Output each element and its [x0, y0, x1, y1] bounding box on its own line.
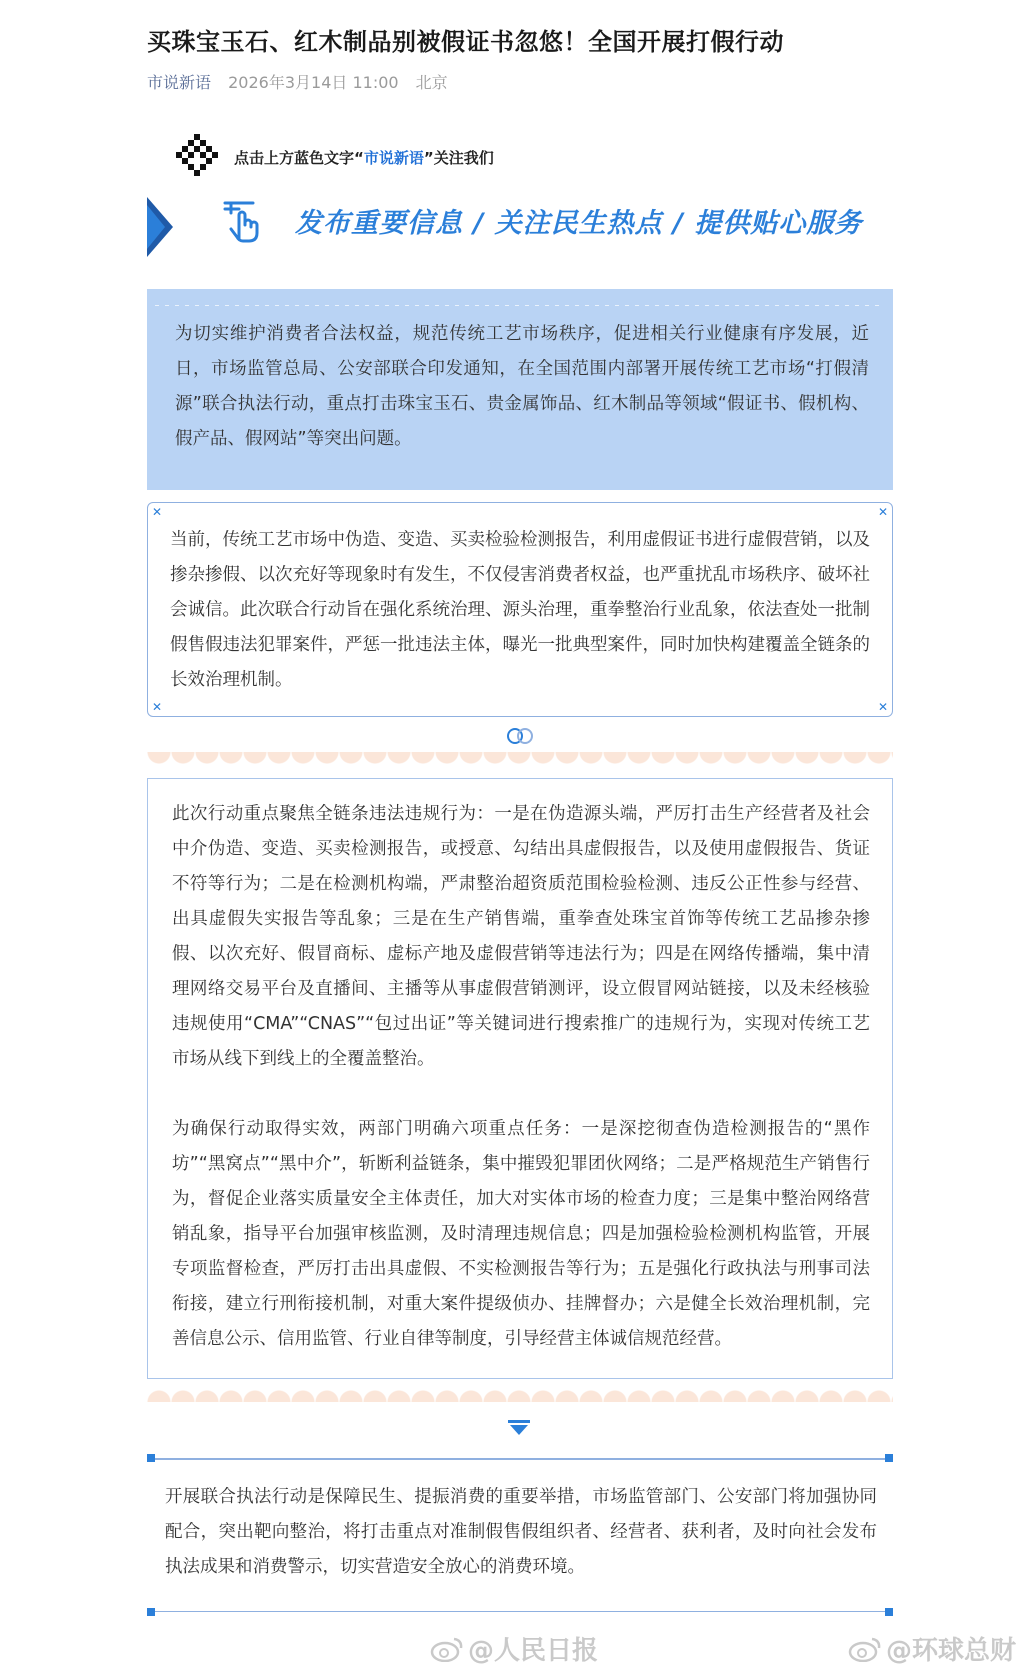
- paragraph-intro: 为切实维护消费者合法权益，规范传统工艺市场秩序，促进相关行业健康有序发展，近日，市场监管总局、公安部联合印发通知，在全国范围内部署开展传统工艺市场“打假清源”联合执法行动，重点打击珠宝玉石、贵金属饰品、红木制品等领域“假证书、假机构、假产品、假网站”等突出问题。: [175, 324, 869, 449]
- corner-square-icon: [885, 1454, 893, 1462]
- article-meta: [147, 70, 460, 93]
- corner-square-icon: [885, 1608, 893, 1616]
- weibo-icon: [430, 1636, 464, 1662]
- intro-highlight-box: [147, 289, 893, 490]
- weibo-icon: [848, 1636, 882, 1662]
- follow-text: 点击上方蓝色文字“市说新语”关注我们: [234, 148, 494, 167]
- paragraph-tasks: 为确保行动取得实效，两部门明确六项重点任务：一是深挖彻查伪造检测报告的“黑作坊”“黑窝点”“黑中介”，斩断利益链条，集中摧毁犯罪团伙网络；二是严格规范生产销售行为，督促企业落实质量安全主体责任，加大对实体市场的检查力度；三是集中整治网络营销乱象，指导平台加强审核监测，及时清理违规信息；四是加强检验检测机构监管，开展专项监督检查，严厉打击出具虚假、不实检测报告等行为；五是强化行政执法与刑事司法衔接，建立行刑衔接机制，对重大案件提级侦办、挂牌督办；六是健全长效治理机制，完善信息公示、信用监管、行业自律等制度，引导经营主体诚信规范经营。: [172, 1119, 870, 1349]
- paragraph-focus: 此次行动重点聚焦全链条违法违规行为：一是在伪造源头端，严厉打击生产经营者及社会中介伪造、变造、买卖检测报告，或授意、勾结出具虚假报告，以及使用虚假报告、货证不符等行为；二是在检测机构端，严肃整治超资质范围检验检测、违反公正性参与经营、出具虚假失实报告等乱象；三是在生产销售端，重拳查处珠宝首饰等传统工艺品掺杂掺假、以次充好、假冒商标、虚标产地及虚假营销等违法行为；四是在网络传播端，集中清理网络交易平台及直播间、主播等从事虚假营销测评，设立假冒网站链接，以及未经核验违规使用“CMA”“CNAS”“包过出证”等关键词进行搜索推广的违规行为，实现对传统工艺市场从线下到线上的全覆盖整治。: [172, 804, 870, 1069]
- article-title: 买珠宝玉石、红木制品别被假证书忽悠！全国开展打假行动: [147, 28, 784, 56]
- corner-square-icon: [147, 1454, 155, 1462]
- publish-location: 北京: [415, 73, 448, 92]
- hand-pointer-icon: [221, 199, 261, 243]
- banner-arrow-icon: [147, 197, 175, 257]
- banner: [147, 185, 887, 253]
- background-box: [147, 502, 893, 717]
- corner-x-icon: ✕: [878, 505, 889, 519]
- main-content-box: [147, 778, 893, 1379]
- account-link[interactable]: 市说新语: [147, 73, 212, 92]
- down-triangle-icon: [508, 1420, 530, 1436]
- wave-decoration-bottom: [147, 1380, 893, 1402]
- paragraph-background: 当前，传统工艺市场中伪造、变造、买卖检验检测报告，利用虚假证书进行虚假营销，以及掺杂掺假、以次充好等现象时有发生，不仅侵害消费者权益，也严重扰乱市场秩序、破坏社会诚信。此次联合行动旨在强化系统治理、源头治理，重拳整治行业乱象，依法查处一批制假售假违法犯罪案件，严惩一批违法主体，曝光一批典型案件，同时加快构建覆盖全链条的长效治理机制。: [170, 530, 870, 690]
- watermark: @环球总财: [848, 1630, 1016, 1667]
- corner-x-icon: ✕: [878, 700, 889, 714]
- wave-decoration-top: [147, 752, 893, 778]
- corner-square-icon: [147, 1608, 155, 1616]
- banner-slogan: 发布重要信息 / 关注民生热点 / 提供贴心服务: [295, 208, 863, 239]
- publish-datetime: 2026年3月14日 11:00: [228, 73, 399, 92]
- divider: [151, 1611, 889, 1613]
- corner-x-icon: ✕: [152, 505, 163, 519]
- watermark: @人民日报: [430, 1630, 598, 1667]
- paragraph-conclusion: 开展联合执法行动是保障民生、提振消费的重要举措，市场监管部门、公安部门将加强协同配合，突出靶向整治，将打击重点对准制假售假组织者、经营者、获利者，及时向社会发布执法成果和消费警示，切实营造安全放心的消费环境。: [165, 1487, 877, 1577]
- pixel-logo-icon: [170, 132, 226, 182]
- rings-icon: [504, 727, 536, 745]
- divider: [151, 1458, 889, 1460]
- conclusion-box: [147, 1454, 893, 1616]
- corner-x-icon: ✕: [152, 700, 163, 714]
- follow-prompt: [170, 132, 494, 182]
- follow-account-link[interactable]: 市说新语: [363, 148, 424, 167]
